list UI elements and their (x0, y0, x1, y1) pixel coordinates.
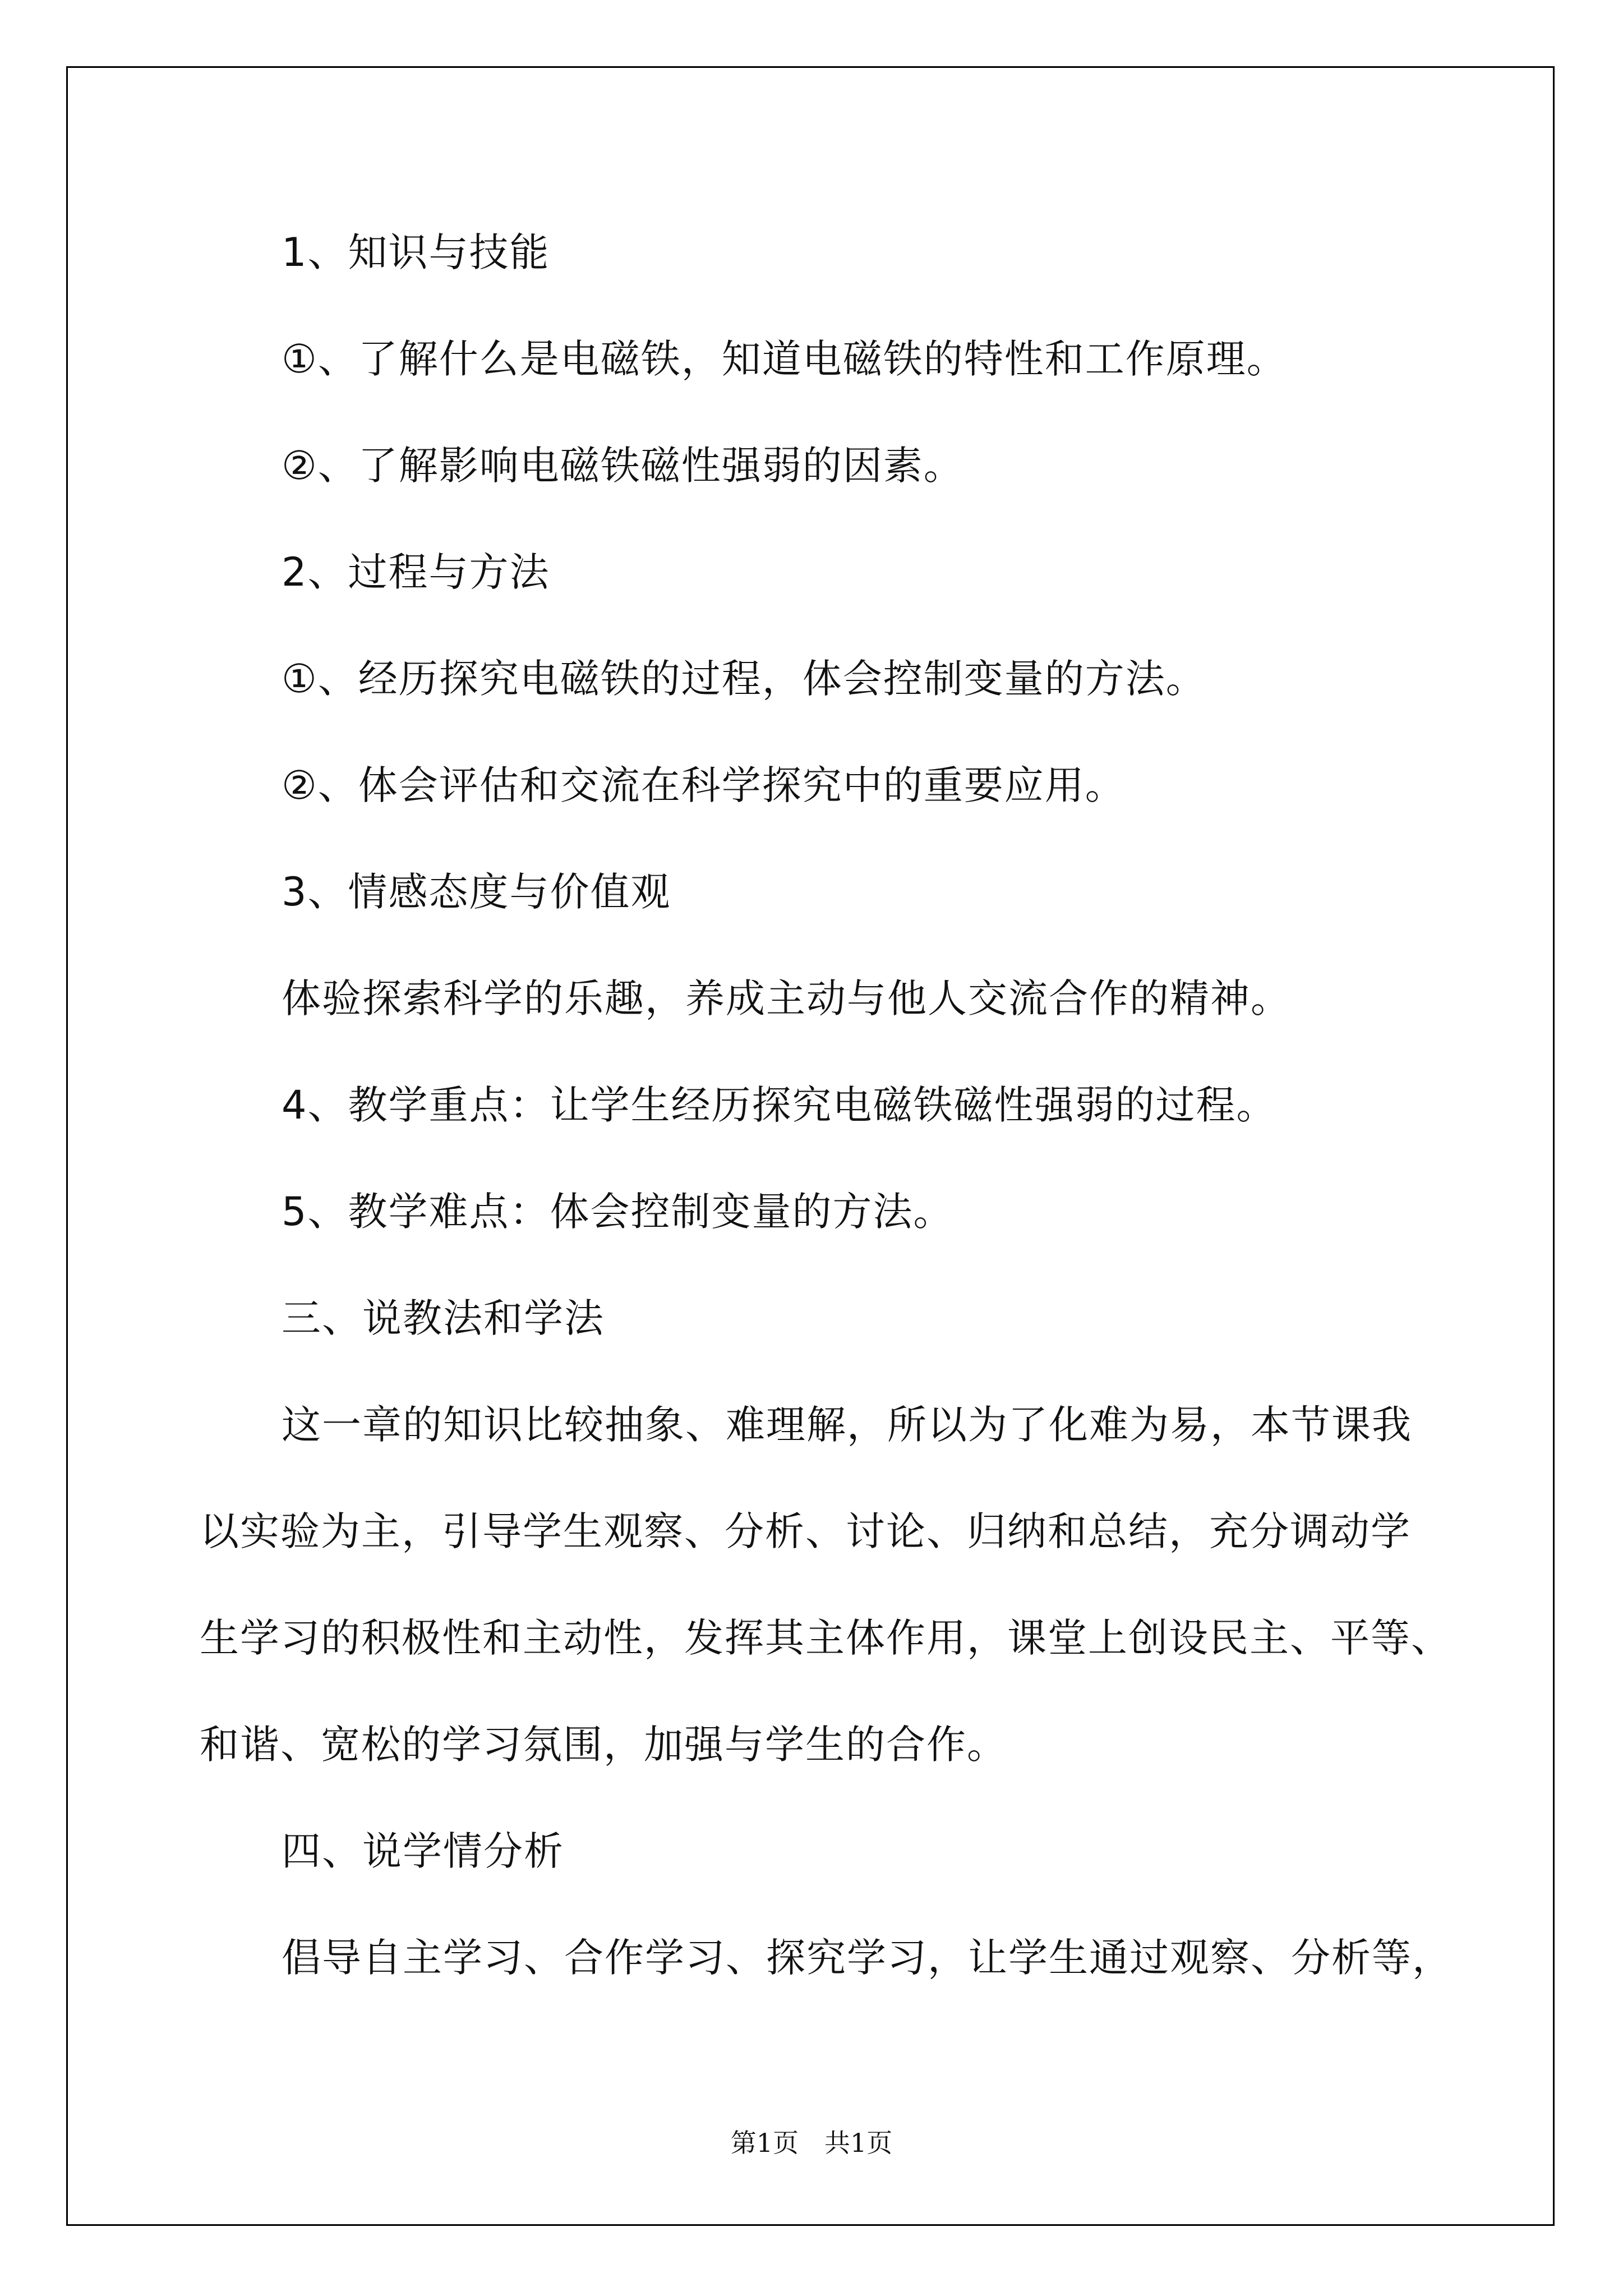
teaching-difficulty: 5、教学难点：体会控制变量的方法。 (282, 1189, 954, 1235)
list-item: ①、经历探究电磁铁的过程，体会控制变量的方法。 (282, 656, 1206, 702)
paragraph-line: 倡导自主学习、合作学习、探究学习，让学生通过观察、分析等， (282, 1935, 1453, 1981)
paragraph: 体验探索科学的乐趣，养成主动与他人交流合作的精神。 (282, 976, 1291, 1022)
page-footer: 第1页 共1页 (730, 2128, 893, 2158)
paragraph-line: 以实验为主，引导学生观察、分析、讨论、归纳和总结，充分调动学 (200, 1508, 1411, 1554)
section-heading-methods: 三、说教法和学法 (282, 1295, 605, 1341)
list-item: ②、体会评估和交流在科学探究中的重要应用。 (282, 762, 1126, 808)
teaching-focus: 4、教学重点：让学生经历探究电磁铁磁性强弱的过程。 (282, 1082, 1277, 1128)
page-border (66, 66, 1555, 2226)
section-heading-analysis: 四、说学情分析 (282, 1828, 564, 1874)
heading-process-method: 2、过程与方法 (282, 549, 550, 595)
heading-emotion-values: 3、情感态度与价值观 (282, 869, 671, 915)
paragraph-line: 生学习的积极性和主动性，发挥其主体作用，课堂上创设民主、平等、 (200, 1615, 1451, 1661)
list-item: ②、了解影响电磁铁磁性强弱的因素。 (282, 443, 964, 489)
paragraph-line: 这一章的知识比较抽象、难理解，所以为了化难为易，本节课我 (282, 1402, 1412, 1448)
paragraph-line: 和谐、宽松的学习氛围，加强与学生的合作。 (200, 1722, 1007, 1768)
list-item: ①、了解什么是电磁铁，知道电磁铁的特性和工作原理。 (282, 336, 1287, 382)
heading-knowledge-skills: 1、知识与技能 (282, 229, 550, 275)
